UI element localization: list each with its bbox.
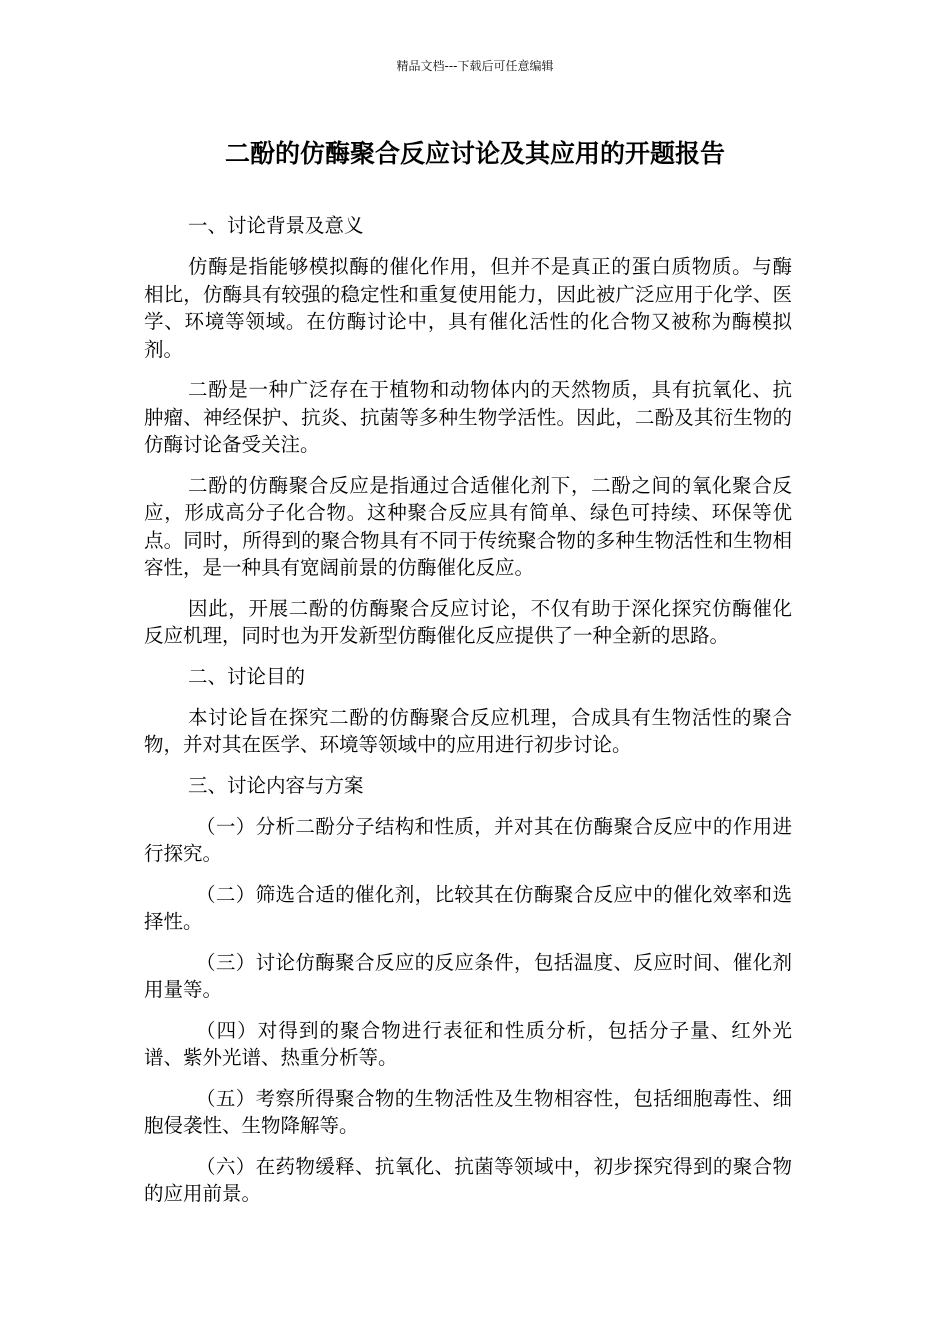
paragraph: 二酚的仿酶聚合反应是指通过合适催化剂下，二酚之间的氧化聚合反应，形成高分子化合物。这种聚合反应具有简单、绿色可持续、环保等优点。同时，所得到的聚合物具有不同于传统聚合物的多种生物活性和生物相容性，是一种具有宽阔前景的仿酶催化反应。 [144,473,792,579]
section-heading-purpose: 二、讨论目的 [188,664,306,688]
section-heading-background: 一、讨论背景及意义 [188,214,364,237]
list-item: （六）在药物缓释、抗氧化、抗菌等领域中，初步探究得到的聚合物的应用前景。 [144,1154,792,1205]
paragraph: 二酚是一种广泛存在于植物和动物体内的天然物质，具有抗氧化、抗肿瘤、神经保护、抗炎、抗菌等多种生物学活性。因此，二酚及其衍生物的仿酶讨论备受关注。 [144,378,792,456]
list-item: （五）考察所得聚合物的生物活性及生物相容性，包括细胞毒性、细胞侵袭性、生物降解等。 [144,1086,792,1137]
document-title: 二酚的仿酶聚合反应讨论及其应用的开题报告 [224,139,725,168]
list-item: （一）分析二酚分子结构和性质，并对其在仿酶聚合反应中的作用进行探究。 [144,814,792,865]
header-note: 精品文档---下载后可任意编辑 [396,59,554,73]
document-body [144,212,792,1221]
paragraph: 仿酶是指能够模拟酶的催化作用，但并不是真正的蛋白质物质。与酶相比，仿酶具有较强的稳定性和重复使用能力，因此被广泛应用于化学、医学、环境等领域。在仿酶讨论中，具有催化活性的化合物又被称为酶模拟剂。 [144,255,792,361]
list-item: （四）对得到的聚合物进行表征和性质分析，包括分子量、红外光谱、紫外光谱、热重分析等。 [144,1018,792,1069]
section-heading-content: 三、讨论内容与方案 [188,773,364,797]
paragraph: 因此，开展二酚的仿酶聚合反应讨论，不仅有助于深化探究仿酶催化反应机理，同时也为开发新型仿酶催化反应提供了一种全新的思路。 [144,596,792,647]
paragraph: 本讨论旨在探究二酚的仿酶聚合反应机理，合成具有生物活性的聚合物，并对其在医学、环境等领域中的应用进行初步讨论。 [144,705,792,756]
list-item: （二）筛选合适的催化剂，比较其在仿酶聚合反应中的催化效率和选择性。 [144,882,792,933]
list-item: （三）讨论仿酶聚合反应的反应条件，包括温度、反应时间、催化剂用量等。 [144,950,792,1001]
